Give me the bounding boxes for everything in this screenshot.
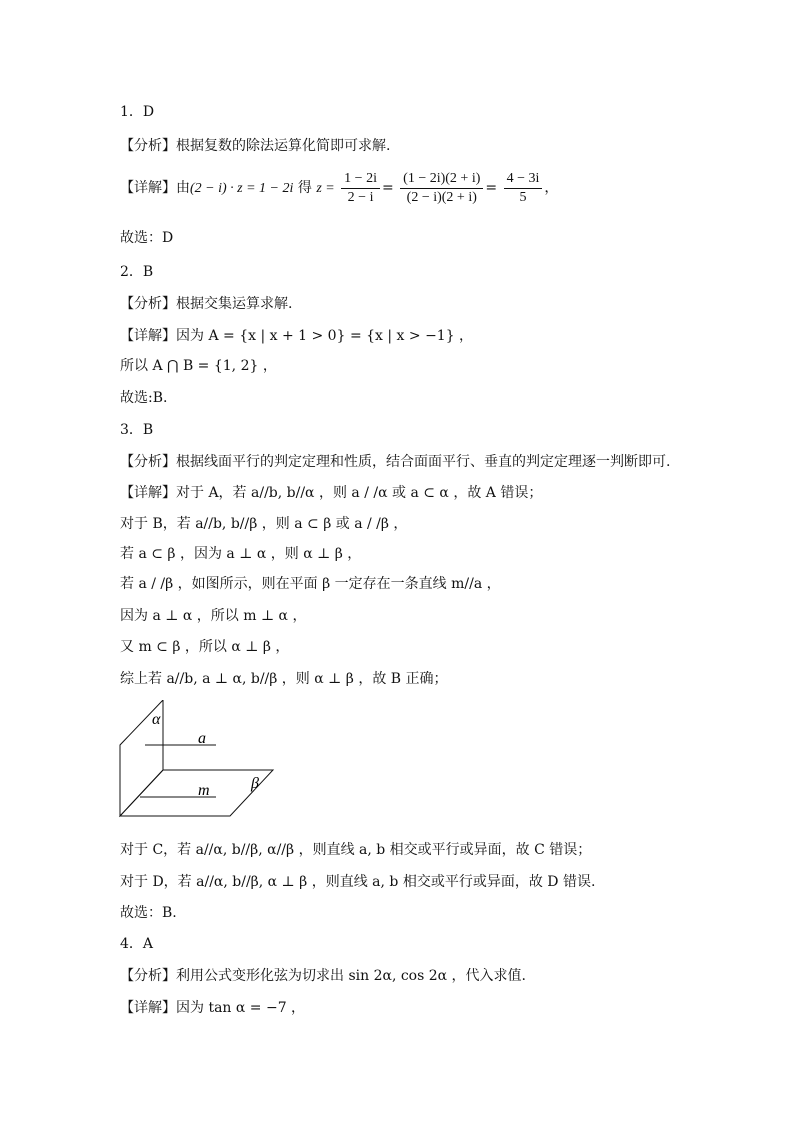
fraction-1: $\frac{1 - 2i}{2 - i}$ [341,170,380,207]
q3-d: 对于 D，若 a//α, b//β, α ⊥ β ，则直线 a, b 相交或平行或异面，故 D 错误. [120,874,596,890]
q4-detail: 【详解】因为 tan α = −7 ， [120,1000,306,1016]
q1-tail: ， [544,180,559,196]
q1-detail: 【详解】由(2 − i) · z = 1 − 2i 得 z = $\frac{1 - 2i}{2 - i}$ = $\frac{(1 - 2i)(2 + i)}{(2 - i)(2 + i)}$ = $\frac{4 - 3i}{5}$ ， [120,170,559,205]
q3-answer: 3．B [120,422,154,438]
planes-diagram [118,700,283,820]
q1-answer: 1．D [120,104,155,120]
q1-equation: (2 − i) · z = 1 − 2i [190,181,294,196]
label-m: m [198,782,210,799]
q2-analysis: 【分析】根据交集运算求解. [120,296,293,312]
q1-analysis: 【分析】根据复数的除法运算化简即可求解. [120,138,391,154]
q2-answer: 2．B [120,264,154,280]
q1-detail-prefix: 【详解】由 [120,180,190,196]
q3-b-line-2: 若 a ⊂ β ，因为 a ⊥ α ，则 α ⊥ β ， [120,546,362,562]
q2-so: 所以 A ⋂ B = {1, 2} ， [120,358,277,374]
label-alpha: α [152,711,161,728]
label-a: a [198,730,206,747]
q2-detail: 【详解】因为 A = {x | x + 1 > 0} = {x | x > −1} ， [120,328,474,344]
q3-conclusion: 故选：B. [120,905,177,921]
q1-de: 得 [293,180,317,196]
q2-conclusion: 故选:B. [120,390,168,406]
q1-conclusion: 故选：D [120,230,174,246]
q3-c: 对于 C，若 a//α, b//β, α//β ，则直线 a, b 相交或平行或异面，故 C 错误； [120,842,592,858]
q4-analysis: 【分析】利用公式变形化弦为切求出 sin 2α, cos 2α ，代入求值. [120,968,527,984]
label-beta: β [251,775,259,792]
q3-b-line-6: 综上若 a//b, a ⊥ α, b//β ，则 α ⊥ β ，故 B 正确； [120,671,448,687]
q3-analysis: 【分析】根据线面平行的判定定理和性质，结合面面平行、垂直的判定定理逐一判断即可. [120,454,671,470]
q3-b-line-1: 对于 B，若 a//b, b//β ，则 a ⊂ β 或 a / /β ， [120,516,408,532]
q1-z: z = [316,181,335,196]
q4-answer: 4．A [120,936,154,952]
q3-b-line-3: 若 a / /β ，如图所示，则在平面 β 一定存在一条直线 m//a ， [120,576,501,592]
q3-detail-a: 【详解】对于 A，若 a//b, b//α ，则 a / /α 或 a ⊂ α ，故 A 错误； [120,485,543,501]
fraction-2: $\frac{(1 - 2i)(2 + i)}{(2 - i)(2 + i)}$ [400,170,483,207]
fraction-3: $\frac{4 - 3i}{5}$ [504,170,543,207]
q3-b-line-4: 因为 a ⊥ α ，所以 m ⊥ α ， [120,608,307,624]
q3-b-line-5: 又 m ⊂ β ，所以 α ⊥ β ， [120,639,290,655]
